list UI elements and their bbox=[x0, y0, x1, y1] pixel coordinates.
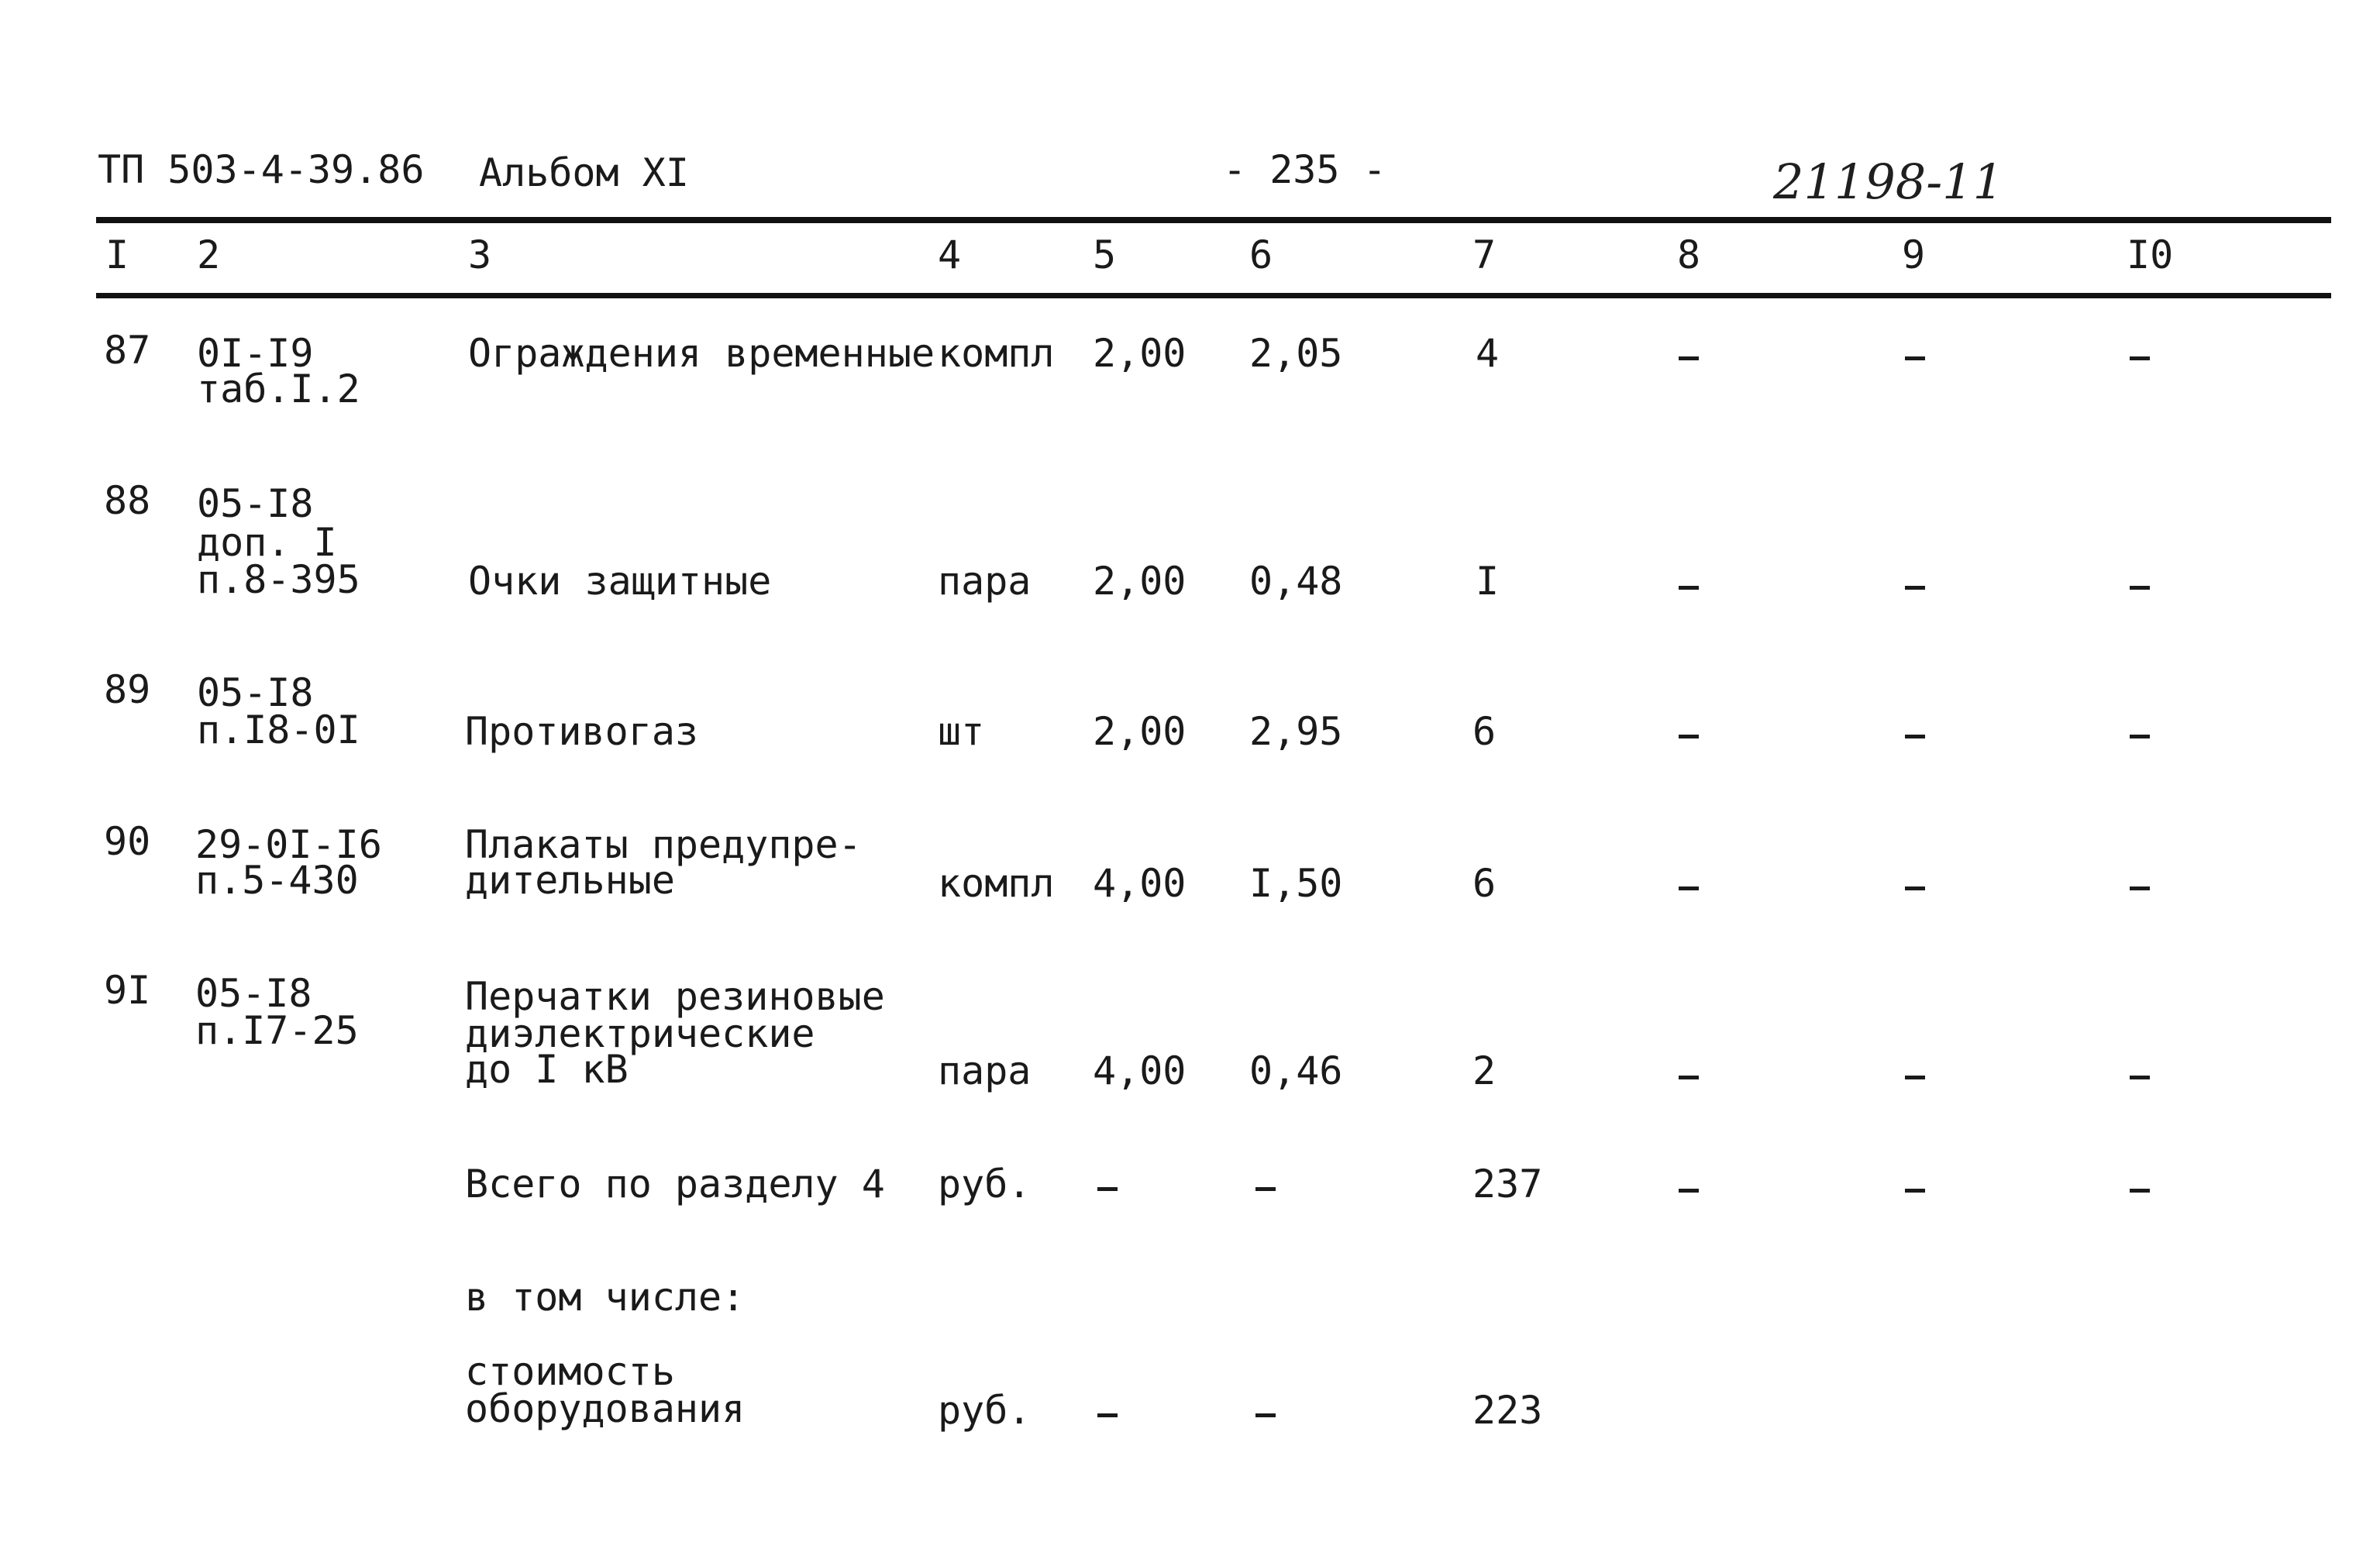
handwritten-archive-number: 21198-11 bbox=[1773, 153, 2004, 210]
row-col5: 4,00 bbox=[1093, 861, 1187, 906]
total-col10-dash bbox=[2130, 1189, 2150, 1193]
row-ref-line: 29-0I-I6 bbox=[195, 822, 382, 867]
row-ref-line: 05-I8 bbox=[197, 481, 314, 526]
column-number-9: 9 bbox=[1902, 232, 1926, 277]
row-col9-dash bbox=[1905, 586, 1925, 590]
equipment-label-line: стоимость bbox=[465, 1349, 675, 1394]
row-col9-dash bbox=[1905, 1076, 1925, 1079]
column-number-6: 6 bbox=[1249, 232, 1273, 277]
album-label: Альбом XI bbox=[479, 150, 689, 195]
row-col6: 0,48 bbox=[1249, 559, 1343, 604]
row-ref-line: 05-I8 bbox=[197, 670, 314, 715]
row-col6: I,50 bbox=[1249, 861, 1343, 906]
row-col5: 2,00 bbox=[1093, 709, 1187, 754]
row-col5: 4,00 bbox=[1093, 1048, 1187, 1093]
row-col8-dash bbox=[1679, 735, 1699, 738]
total-col8-dash bbox=[1679, 1189, 1699, 1193]
total-col6-dash bbox=[1255, 1187, 1276, 1191]
equipment-col5-dash bbox=[1097, 1413, 1118, 1417]
page-number: - 235 - bbox=[1223, 147, 1386, 192]
column-number-3: 3 bbox=[468, 232, 492, 277]
header-rule-bottom bbox=[96, 293, 2331, 298]
row-unit: пара bbox=[938, 1048, 1032, 1093]
row-ref-line: п.5-430 bbox=[195, 858, 359, 903]
row-name-line: Очки защитные bbox=[468, 559, 772, 604]
total-col9-dash bbox=[1905, 1189, 1925, 1193]
header-rule-top bbox=[96, 217, 2331, 223]
column-number-4: 4 bbox=[938, 232, 962, 277]
equipment-col7: 223 bbox=[1472, 1388, 1543, 1433]
total-col7: 237 bbox=[1472, 1162, 1543, 1207]
row-unit: пара bbox=[938, 559, 1032, 604]
equipment-label-line: оборудования bbox=[465, 1386, 746, 1431]
row-name-line: Перчатки резиновые bbox=[465, 974, 885, 1019]
row-name-line: диэлектрические bbox=[465, 1011, 815, 1056]
total-unit: руб. bbox=[938, 1162, 1032, 1207]
row-col9-dash bbox=[1905, 356, 1925, 360]
doc-code: ТП 503-4-39.86 bbox=[98, 147, 425, 192]
column-number-10: I0 bbox=[2127, 232, 2174, 277]
row-col7: 4 bbox=[1476, 331, 1500, 376]
row-col7: 6 bbox=[1472, 861, 1497, 906]
row-number: 88 bbox=[104, 478, 151, 523]
column-number-1: I bbox=[105, 232, 129, 277]
row-ref-line: п.8-395 bbox=[197, 557, 360, 602]
row-col10-dash bbox=[2130, 735, 2150, 738]
row-col8-dash bbox=[1679, 356, 1699, 360]
row-col7: I bbox=[1476, 559, 1500, 604]
row-ref-line: п.I7-25 bbox=[195, 1008, 359, 1053]
row-col6: 0,46 bbox=[1249, 1048, 1343, 1093]
row-col8-dash bbox=[1679, 586, 1699, 590]
row-ref-line: 05-I8 bbox=[195, 971, 312, 1016]
row-ref-line: п.I8-0I bbox=[197, 707, 360, 752]
row-col7: 2 bbox=[1472, 1048, 1497, 1093]
row-col10-dash bbox=[2130, 886, 2150, 890]
total-label: Всего по разделу 4 bbox=[465, 1162, 885, 1207]
row-number: 87 bbox=[104, 328, 151, 373]
total-col5-dash bbox=[1097, 1187, 1118, 1191]
row-name-line: Плакаты предупре- bbox=[465, 822, 862, 867]
column-number-2: 2 bbox=[197, 232, 221, 277]
row-number: 9I bbox=[104, 968, 151, 1013]
column-number-7: 7 bbox=[1472, 232, 1497, 277]
equipment-unit: руб. bbox=[938, 1388, 1032, 1433]
row-name-line: до I кВ bbox=[465, 1047, 629, 1092]
row-col5: 2,00 bbox=[1093, 331, 1187, 376]
row-col6: 2,05 bbox=[1249, 331, 1343, 376]
row-number: 89 bbox=[104, 667, 151, 712]
row-col10-dash bbox=[2130, 1076, 2150, 1079]
row-col8-dash bbox=[1679, 886, 1699, 890]
equipment-col6-dash bbox=[1255, 1413, 1276, 1417]
row-col10-dash bbox=[2130, 356, 2150, 360]
row-number: 90 bbox=[104, 819, 151, 864]
row-col8-dash bbox=[1679, 1076, 1699, 1079]
row-col10-dash bbox=[2130, 586, 2150, 590]
row-name-line: Ограждения временные bbox=[468, 331, 935, 376]
row-name-line: Противогаз bbox=[465, 709, 699, 754]
row-col9-dash bbox=[1905, 886, 1925, 890]
row-ref-line: таб.I.2 bbox=[197, 367, 360, 411]
row-col6: 2,95 bbox=[1249, 709, 1343, 754]
column-number-8: 8 bbox=[1677, 232, 1701, 277]
row-ref-line: доп. I bbox=[197, 520, 337, 565]
row-col5: 2,00 bbox=[1093, 559, 1187, 604]
row-col7: 6 bbox=[1472, 709, 1497, 754]
row-name-line: дительные bbox=[465, 858, 675, 903]
row-ref-line: 0I-I9 bbox=[197, 331, 314, 376]
column-number-5: 5 bbox=[1093, 232, 1117, 277]
row-col9-dash bbox=[1905, 735, 1925, 738]
row-unit: шт bbox=[938, 709, 985, 754]
row-unit: компл bbox=[938, 861, 1055, 906]
row-unit: компл bbox=[938, 331, 1055, 376]
including-label: в том числе: bbox=[465, 1275, 746, 1320]
